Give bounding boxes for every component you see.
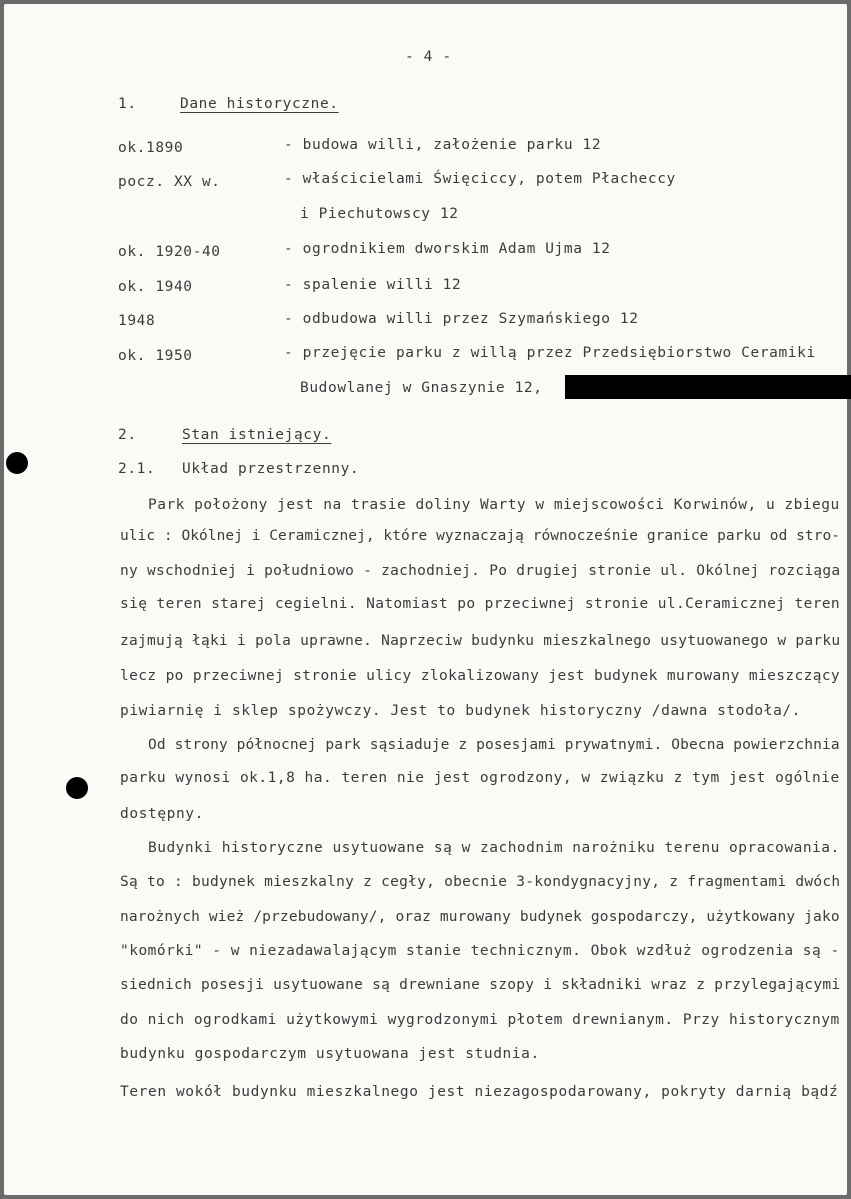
body-line: "komórki" - w niezadawalającym stanie technicznym. Obok wzdłuż ogrodzenia są - bbox=[120, 943, 840, 959]
section-number: 2. bbox=[118, 427, 137, 443]
body-line: Teren wokół budynku mieszkalnego jest niezagospodarowany, pokryty darnią bądź bbox=[120, 1084, 839, 1100]
timeline-entry: - odbudowa willi przez Szymańskiego 12 bbox=[284, 311, 639, 327]
timeline-date: ok. 1950 bbox=[118, 348, 193, 364]
body-line: ulic : Okólnej i Ceramicznej, które wyznaczają równocześnie granice parku od stro- bbox=[120, 528, 841, 544]
body-line: piwiarnię i sklep spożywczy. Jest to budynek historyczny /dawna stodoła/. bbox=[120, 703, 802, 719]
section-number: 1. bbox=[118, 96, 137, 112]
punch-hole bbox=[6, 452, 28, 474]
body-line: dostępny. bbox=[120, 806, 204, 822]
timeline-date: 1948 bbox=[118, 313, 156, 329]
timeline-entry: - właścicielami Święciccy, potem Płacheccy bbox=[284, 171, 676, 187]
redaction-bar bbox=[565, 375, 851, 399]
section-title: Dane historyczne. bbox=[180, 96, 339, 112]
body-line: Budynki historyczne usytuowane są w zachodnim narożniku terenu opracowania. bbox=[148, 840, 840, 856]
timeline-date: ok. 1940 bbox=[118, 279, 193, 295]
body-line: ny wschodniej i południowo - zachodniej. Po drugiej stronie ul. Okólnej rozciąga bbox=[120, 563, 841, 579]
body-line: budynku gospodarczym usytuowana jest studnia. bbox=[120, 1046, 540, 1062]
body-line: narożnych wież /przebudowany/, oraz murowany budynek gospodarczy, użytkowany jako bbox=[120, 909, 840, 925]
body-line: siednich posesji usytuowane są drewniane szopy i składniki wraz z przylegającymi bbox=[120, 977, 841, 993]
body-line: Są to : budynek mieszkalny z cegły, obecnie 3-kondygnacyjny, z fragmentami dwóch bbox=[120, 874, 841, 890]
timeline-entry: Budowlanej w Gnaszynie 12, bbox=[300, 380, 543, 396]
body-line: się teren starej cegielni. Natomiast po przeciwnej stronie ul.Ceramicznej teren bbox=[120, 596, 841, 612]
timeline-entry: - budowa willi, założenie parku 12 bbox=[284, 137, 602, 153]
timeline-date: ok. 1920-40 bbox=[118, 244, 221, 260]
body-line: do nich ogrodkami użytkowymi wygrodzonymi płotem drewnianym. Przy historycznym bbox=[120, 1012, 840, 1028]
timeline-date: ok.1890 bbox=[118, 140, 184, 156]
body-line: parku wynosi ok.1,8 ha. teren nie jest ogrodzony, w związku z tym jest ogólnie bbox=[120, 770, 840, 786]
body-line: lecz po przeciwnej stronie ulicy zlokalizowany jest budynek murowany mieszczący bbox=[120, 668, 841, 684]
timeline-entry: - przejęcie parku z willą przez Przedsiębiorstwo Ceramiki bbox=[284, 345, 816, 361]
body-line: zajmują łąki i pola uprawne. Naprzeciw budynku mieszkalnego usytuowanego w parku bbox=[120, 633, 841, 649]
subsection-number: 2.1. bbox=[118, 461, 156, 477]
timeline-date: pocz. XX w. bbox=[118, 174, 221, 190]
body-line: Park położony jest na trasie doliny Warty w miejscowości Korwinów, u zbiegu bbox=[148, 497, 840, 513]
punch-hole bbox=[66, 777, 88, 799]
section-title: Stan istniejący. bbox=[182, 427, 332, 443]
body-line: Od strony północnej park sąsiaduje z posesjami prywatnymi. Obecna powierzchnia bbox=[148, 737, 840, 753]
page-number: - 4 - bbox=[405, 49, 452, 65]
timeline-entry: - spalenie willi 12 bbox=[284, 277, 462, 293]
subsection-title: Układ przestrzenny. bbox=[182, 461, 360, 477]
timeline-entry: - ogrodnikiem dworskim Adam Ujma 12 bbox=[284, 241, 611, 257]
timeline-entry: i Piechutowscy 12 bbox=[300, 206, 459, 222]
